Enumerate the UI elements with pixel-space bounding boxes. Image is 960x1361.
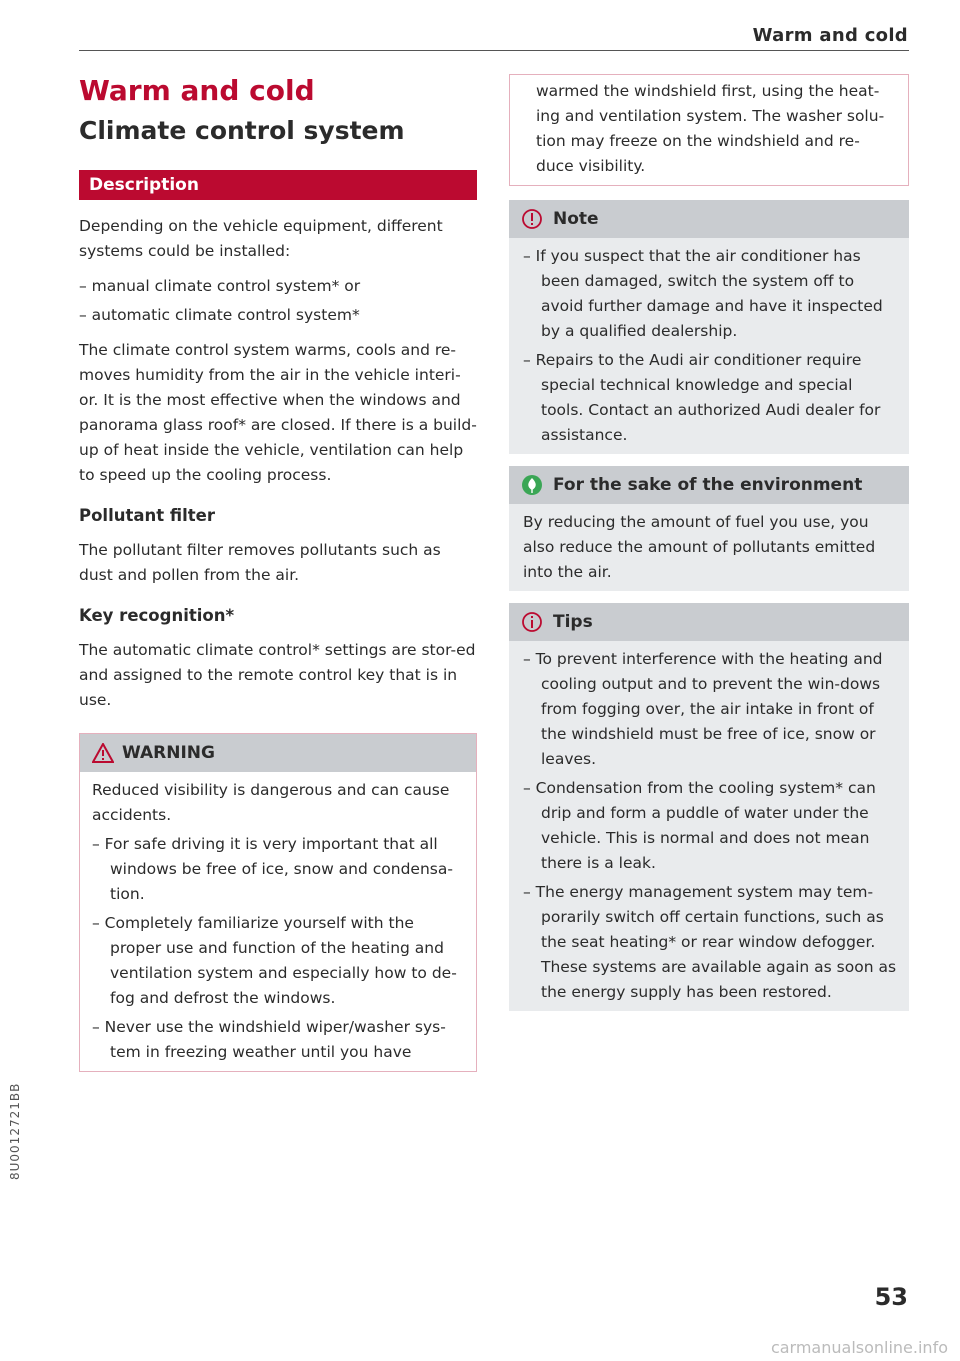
tips-header: [509, 603, 909, 641]
intro-text: Depending on the vehicle equipment, different systems could be installed:: [79, 217, 443, 260]
warning-header: [80, 734, 476, 772]
system-item: – automatic climate control system*: [79, 306, 360, 324]
note-body: [509, 238, 909, 454]
note-item: – If you suspect that the air conditioner has been damaged, switch the system off to avoid further damage and have it inspected by a qualified dealership.: [523, 247, 883, 340]
environment-header: [509, 466, 909, 504]
key-recognition-text: The automatic climate control* settings are stor-ed and assigned to the remote control key that is in use.: [79, 641, 476, 709]
environment-body: [509, 504, 909, 591]
warning-intro: Reduced visibility is dangerous and can cause accidents.: [92, 781, 450, 824]
body-text: The climate control system warms, cools and re-moves humidity from the air in the vehicle interi-or. It is the most effective when the windows and panorama glass roof* are closed. If there is a build-up of heat inside the vehicle, ventilation can help to speed up the cooling process.: [79, 341, 477, 484]
description-bar: Description: [79, 170, 477, 200]
note-box: [509, 200, 909, 454]
note-item: – Repairs to the Audi air conditioner require special technical knowledge and special tools. Contact an authorized Audi dealer for assistance.: [523, 351, 881, 444]
tips-label: Tips: [553, 612, 593, 632]
warning-item: – Never use the windshield wiper/washer sys-tem in freezing weather until you have: [92, 1018, 446, 1061]
warning-box-continued: [509, 74, 909, 186]
tips-box: [509, 603, 909, 1011]
section-title: Warm and cold: [79, 74, 315, 107]
right-column: [509, 74, 909, 1011]
warning-label: WARNING: [122, 743, 215, 763]
exclamation-circle-icon: [521, 208, 543, 230]
tips-item: – The energy management system may tem-porarily switch off certain functions, such as the seat heating* or rear window defogger. These systems are available again as soon as the energy supply has been restored.: [523, 883, 897, 1001]
leaf-circle-icon: [521, 474, 543, 496]
tips-item: – To prevent interference with the heating and cooling output and to prevent the win-dows from fogging over, the air intake in front of the windshield must be free of ice, snow or leaves.: [523, 650, 883, 768]
tips-body: [509, 641, 909, 1011]
system-item: – manual climate control system* or: [79, 277, 361, 295]
environment-label: For the sake of the environment: [553, 475, 863, 495]
warning-box: [79, 733, 477, 1072]
tips-item: – Condensation from the cooling system* can drip and form a puddle of water under the vehicle. This is normal and does not mean there is a leak.: [523, 779, 876, 872]
warning-continued-text: warmed the windshield first, using the heat-ing and ventilation system. The washer solu-tion may freeze on the windshield and re-duce visibility.: [536, 82, 885, 175]
left-column: [79, 72, 477, 1072]
environment-box: [509, 466, 909, 591]
pollutant-filter-text: The pollutant filter removes pollutants such as dust and pollen from the air.: [79, 541, 441, 584]
warning-triangle-icon: [92, 743, 114, 763]
info-circle-icon: [521, 611, 543, 633]
environment-text: By reducing the amount of fuel you use, you also reduce the amount of pollutants emitted into the air.: [523, 513, 876, 581]
watermark: carmanualsonline.info: [770, 1338, 948, 1357]
page-number: 53: [874, 1283, 908, 1311]
header-rule: [79, 50, 909, 51]
key-recognition-heading: Key recognition*: [79, 606, 235, 625]
running-head: Warm and cold: [752, 25, 908, 46]
warning-item: – Completely familiarize yourself with the proper use and function of the heating and ventilation system and especially how to de-fog and defrost the windows.: [92, 914, 457, 1007]
warning-body: [80, 772, 476, 1071]
side-code: 8U0012721BB: [8, 1082, 22, 1180]
sub-title: Climate control system: [79, 116, 405, 145]
note-header: [509, 200, 909, 238]
note-label: Note: [553, 209, 599, 229]
pollutant-filter-heading: Pollutant filter: [79, 506, 215, 525]
warning-item: – For safe driving it is very important that all windows be free of ice, snow and condensa-tion.: [92, 835, 453, 903]
